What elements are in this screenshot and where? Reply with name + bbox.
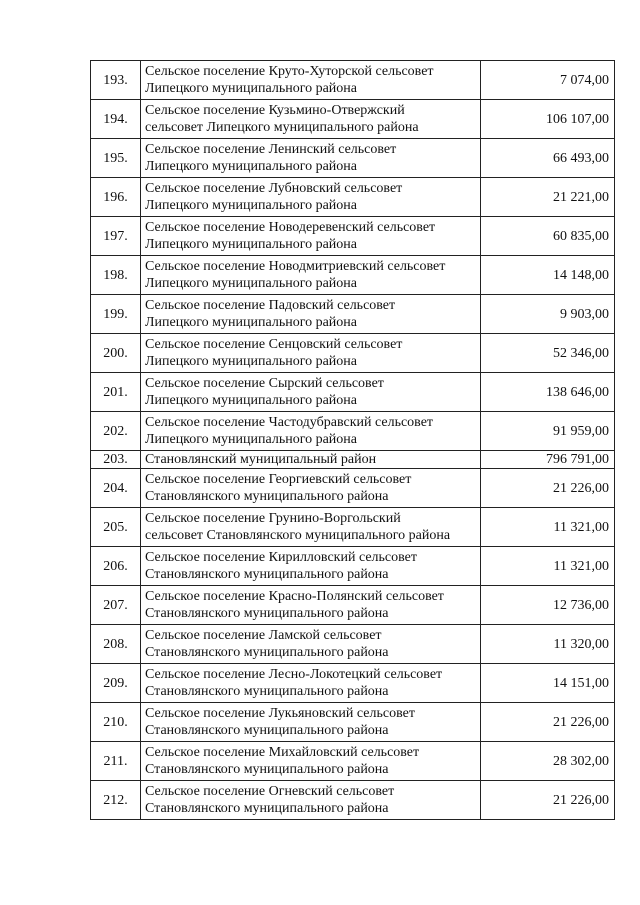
settlement-name-line-1: Сельское поселение Лесно-Локотецкий сельсовет bbox=[145, 667, 443, 682]
amount-value: 21 226,00 bbox=[481, 781, 615, 820]
settlement-name-line-2: Становлянского муниципального района bbox=[145, 645, 389, 660]
settlement-name-line-2: Липецкого муниципального района bbox=[145, 432, 357, 447]
amount-value: 52 346,00 bbox=[481, 334, 615, 373]
row-number: 212. bbox=[91, 781, 141, 820]
row-number: 195. bbox=[91, 139, 141, 178]
amount-value: 21 226,00 bbox=[481, 469, 615, 508]
amount-value: 11 321,00 bbox=[481, 547, 615, 586]
settlement-name-line-2: Липецкого муниципального района bbox=[145, 198, 357, 213]
table-row bbox=[91, 178, 615, 217]
row-number: 198. bbox=[91, 256, 141, 295]
settlement-name bbox=[141, 547, 481, 586]
amount-value: 91 959,00 bbox=[481, 412, 615, 451]
settlement-name bbox=[141, 373, 481, 412]
row-number: 211. bbox=[91, 742, 141, 781]
settlement-name-line-2: Липецкого муниципального района bbox=[145, 354, 357, 369]
settlement-name bbox=[141, 508, 481, 547]
table-row bbox=[91, 742, 615, 781]
settlement-name-line-2: Липецкого муниципального района bbox=[145, 81, 357, 96]
settlement-name-line-1: Сельское поселение Круто-Хуторской сельсовет bbox=[145, 64, 434, 79]
settlement-name bbox=[141, 139, 481, 178]
settlement-name bbox=[141, 334, 481, 373]
row-number: 194. bbox=[91, 100, 141, 139]
amount-value: 66 493,00 bbox=[481, 139, 615, 178]
settlement-name-line-1: Сельское поселение Новодмитриевский сельсовет bbox=[145, 259, 446, 274]
table-row bbox=[91, 469, 615, 508]
table-row bbox=[91, 451, 615, 469]
settlement-name bbox=[141, 100, 481, 139]
amount-value: 14 151,00 bbox=[481, 664, 615, 703]
row-number: 200. bbox=[91, 334, 141, 373]
settlement-name-line-1: Сельское поселение Георгиевский сельсовет bbox=[145, 472, 412, 487]
settlement-name bbox=[141, 781, 481, 820]
table-row bbox=[91, 256, 615, 295]
table-row bbox=[91, 61, 615, 100]
settlement-name-line-1: Сельское поселение Падовский сельсовет bbox=[145, 298, 396, 313]
settlement-name-line-2: сельсовет Становлянского муниципального района bbox=[145, 528, 451, 543]
settlement-name-line-1: Сельское поселение Ламской сельсовет bbox=[145, 628, 382, 643]
settlement-name-line-1: Сельское поселение Михайловский сельсовет bbox=[145, 745, 420, 760]
table-row bbox=[91, 703, 615, 742]
settlement-name bbox=[141, 256, 481, 295]
amount-value: 7 074,00 bbox=[481, 61, 615, 100]
settlement-name-line-1: Сельское поселение Красно-Полянский сельсовет bbox=[145, 589, 444, 604]
amount-value: 106 107,00 bbox=[481, 100, 615, 139]
settlement-name-line-1: Сельское поселение Новодеревенский сельсовет bbox=[145, 220, 436, 235]
settlement-name-line-1: Сельское поселение Кирилловский сельсовет bbox=[145, 550, 417, 565]
amount-value: 21 221,00 bbox=[481, 178, 615, 217]
table-row bbox=[91, 781, 615, 820]
table-row bbox=[91, 412, 615, 451]
settlement-name-line-2: Липецкого муниципального района bbox=[145, 159, 357, 174]
settlement-name bbox=[141, 412, 481, 451]
row-number: 201. bbox=[91, 373, 141, 412]
table-row bbox=[91, 217, 615, 256]
settlement-name bbox=[141, 451, 481, 469]
settlement-name-line-2: Липецкого муниципального района bbox=[145, 393, 357, 408]
amount-value: 9 903,00 bbox=[481, 295, 615, 334]
settlement-name-line-2: Становлянского муниципального района bbox=[145, 684, 389, 699]
settlement-name bbox=[141, 742, 481, 781]
row-number: 205. bbox=[91, 508, 141, 547]
settlement-name-line-1: Сельское поселение Лукьяновский сельсовет bbox=[145, 706, 415, 721]
table-body bbox=[91, 61, 615, 820]
row-number: 203. bbox=[91, 451, 141, 469]
settlement-name bbox=[141, 295, 481, 334]
settlement-name-line-2: Становлянского муниципального района bbox=[145, 723, 389, 738]
amount-value: 12 736,00 bbox=[481, 586, 615, 625]
row-number: 196. bbox=[91, 178, 141, 217]
table-row bbox=[91, 625, 615, 664]
amount-value: 796 791,00 bbox=[481, 451, 615, 469]
table-row bbox=[91, 508, 615, 547]
row-number: 197. bbox=[91, 217, 141, 256]
settlement-name-line-1: Сельское поселение Кузьмино-Отвержский bbox=[145, 103, 405, 118]
settlement-name-line-2: Становлянского муниципального района bbox=[145, 801, 389, 816]
settlement-name-line-2: Липецкого муниципального района bbox=[145, 237, 357, 252]
table-row bbox=[91, 547, 615, 586]
settlement-name-line-1: Сельское поселение Сенцовский сельсовет bbox=[145, 337, 403, 352]
settlement-name-line-1: Сельское поселение Огневский сельсовет bbox=[145, 784, 395, 799]
table-row bbox=[91, 373, 615, 412]
settlement-name-line-2: сельсовет Липецкого муниципального района bbox=[145, 120, 419, 135]
settlement-name-line-2: Липецкого муниципального района bbox=[145, 315, 357, 330]
row-number: 209. bbox=[91, 664, 141, 703]
row-number: 202. bbox=[91, 412, 141, 451]
row-number: 208. bbox=[91, 625, 141, 664]
settlement-name-line-1: Сельское поселение Сырский сельсовет bbox=[145, 376, 384, 391]
amount-value: 138 646,00 bbox=[481, 373, 615, 412]
settlement-name-line-2: Становлянского муниципального района bbox=[145, 489, 389, 504]
settlement-name bbox=[141, 217, 481, 256]
settlement-name-line-1: Сельское поселение Грунино-Воргольский bbox=[145, 511, 401, 526]
amount-value: 11 321,00 bbox=[481, 508, 615, 547]
row-number: 207. bbox=[91, 586, 141, 625]
budget-allocation-table bbox=[90, 60, 615, 820]
settlement-name bbox=[141, 61, 481, 100]
settlement-name bbox=[141, 664, 481, 703]
amount-value: 14 148,00 bbox=[481, 256, 615, 295]
amount-value: 60 835,00 bbox=[481, 217, 615, 256]
settlement-name-line-2: Становлянского муниципального района bbox=[145, 567, 389, 582]
row-number: 206. bbox=[91, 547, 141, 586]
settlement-name-line-1: Сельское поселение Частодубравский сельсовет bbox=[145, 415, 434, 430]
row-number: 199. bbox=[91, 295, 141, 334]
row-number: 204. bbox=[91, 469, 141, 508]
settlement-name-line-2: Становлянского муниципального района bbox=[145, 606, 389, 621]
settlement-name bbox=[141, 625, 481, 664]
table-row bbox=[91, 295, 615, 334]
settlement-name bbox=[141, 469, 481, 508]
settlement-name-line-1: Сельское поселение Лубновский сельсовет bbox=[145, 181, 403, 196]
table-row bbox=[91, 100, 615, 139]
amount-value: 11 320,00 bbox=[481, 625, 615, 664]
settlement-name bbox=[141, 703, 481, 742]
settlement-name bbox=[141, 586, 481, 625]
settlement-name-line-2: Липецкого муниципального района bbox=[145, 276, 357, 291]
settlement-name-line-1: Становлянский муниципальный район bbox=[145, 452, 377, 467]
table-row bbox=[91, 586, 615, 625]
settlement-name-line-1: Сельское поселение Ленинский сельсовет bbox=[145, 142, 397, 157]
amount-value: 28 302,00 bbox=[481, 742, 615, 781]
amount-value: 21 226,00 bbox=[481, 703, 615, 742]
row-number: 210. bbox=[91, 703, 141, 742]
table-row bbox=[91, 139, 615, 178]
settlement-name bbox=[141, 178, 481, 217]
row-number: 193. bbox=[91, 61, 141, 100]
table-row bbox=[91, 664, 615, 703]
settlement-name-line-2: Становлянского муниципального района bbox=[145, 762, 389, 777]
table-row bbox=[91, 334, 615, 373]
